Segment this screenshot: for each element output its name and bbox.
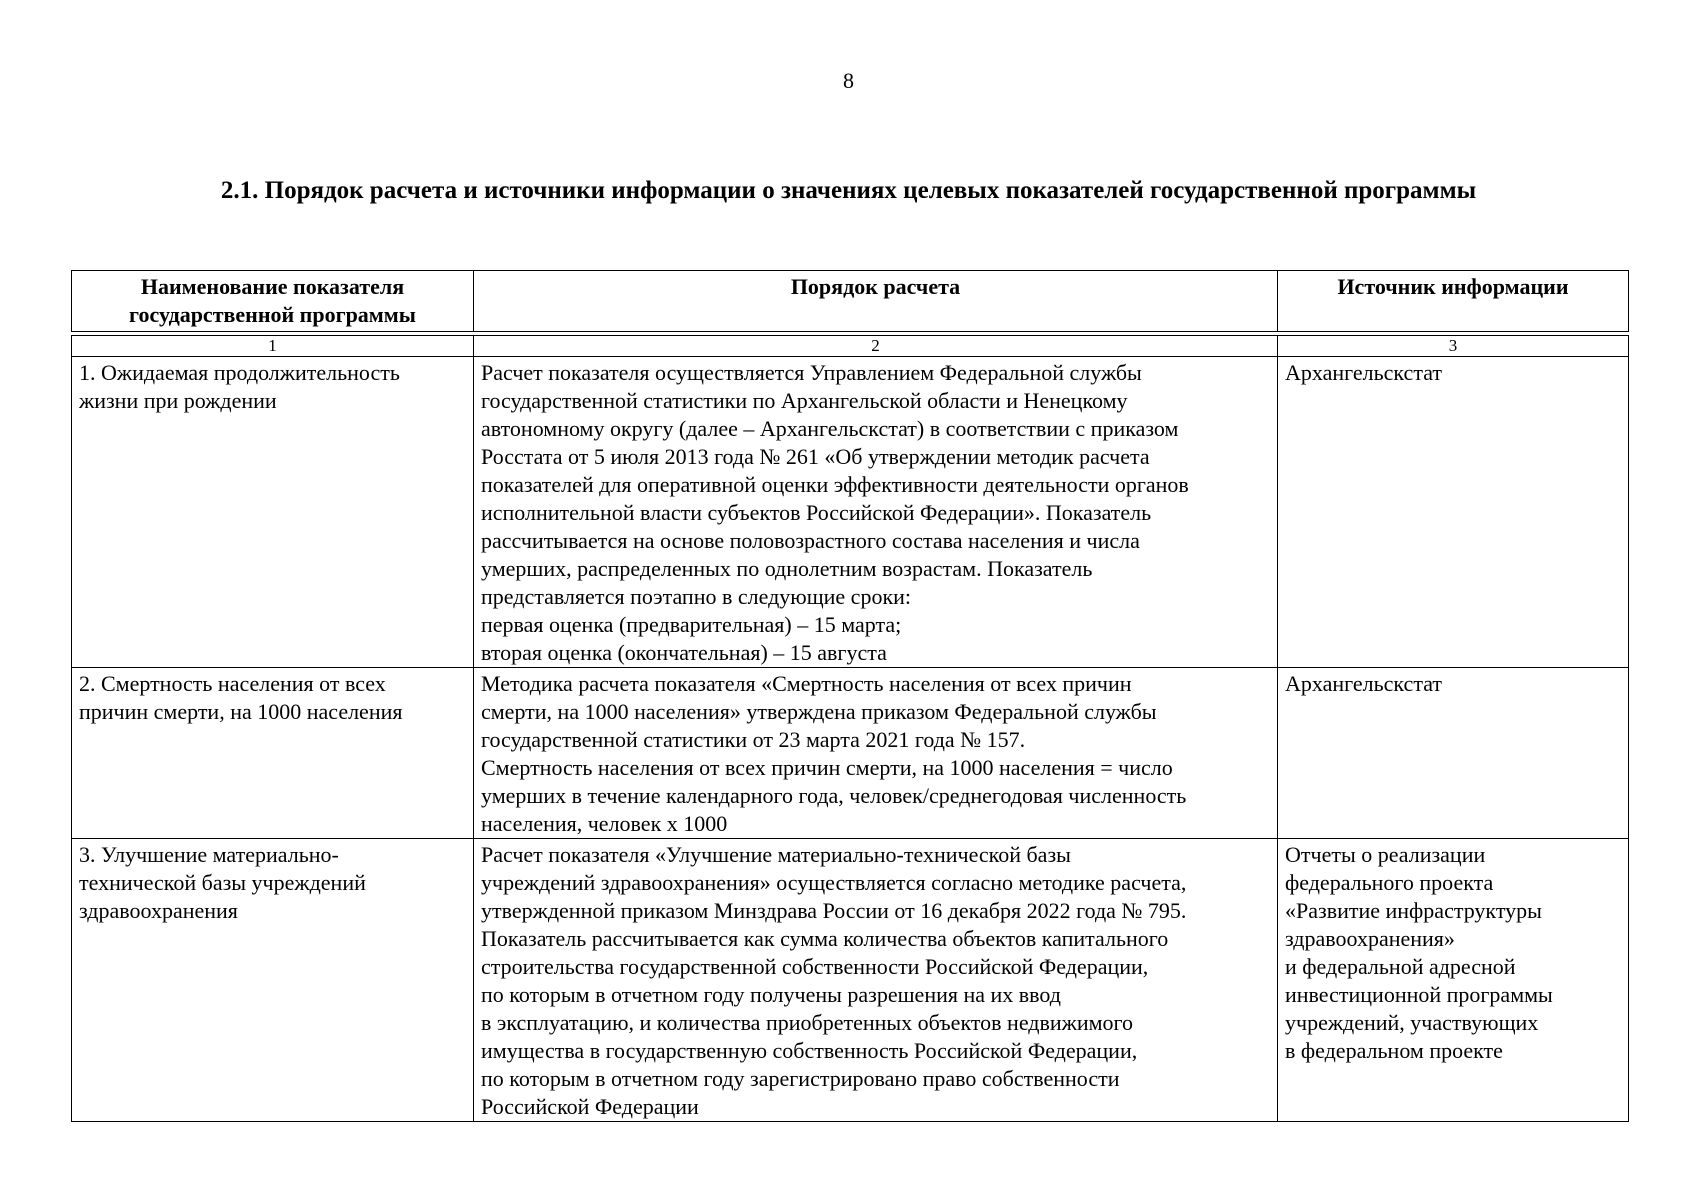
- indicators-table: [71, 270, 1629, 1122]
- calculation-method-cell: Методика расчета показателя «Смертность населения от всех причин смерти, на 1000 населения» утверждена приказом Федеральной службы государственной статистики от 23 марта 2021 года № 157. Смертность населения от всех причин смерти, на 1000 населения = число умерших в течение календарного года, человек/среднегодовая численность населения, человек х 1000: [474, 668, 1278, 839]
- calculation-method-cell: Расчет показателя осуществляется Управлением Федеральной службы государственной статистики по Архангельской области и Ненецкому автономному округу (далее – Архангельскстат) в соответствии с приказом Росстата от 5 июля 2013 года № 261 «Об утверждении методик расчета показателей для оперативной оценки эффективности деятельности органов исполнительной власти субъектов Российской Федерации». Показатель рассчитывается на основе половозрастного состава населения и числа умерших, распределенных по однолетним возрастам. Показатель представляется поэтапно в следующие сроки: первая оценка (предварительная) – 15 марта; вторая оценка (окончательная) – 15 августа: [474, 357, 1278, 668]
- calculation-method-cell: Расчет показателя «Улучшение материально-технической базы учреждений здравоохранения» осуществляется согласно методике расчета, утвержденной приказом Минздрава России от 16 декабря 2022 года № 795. Показатель рассчитывается как сумма количества объектов капитального строительства государственной собственности Российской Федерации, по которым в отчетном году получены разрешения на их ввод в эксплуатацию, и количества приобретенных объектов недвижимого имущества в государственную собственность Российской Федерации, по которым в отчетном году зарегистрировано право собственности Российской Федерации: [474, 839, 1278, 1122]
- indicator-name-cell: 1. Ожидаемая продолжительность жизни при рождении: [72, 357, 474, 668]
- table-row: [72, 839, 1629, 1122]
- indicator-name-cell: 2. Смертность населения от всех причин смерти, на 1000 населения: [72, 668, 474, 839]
- header-calculation-method: Порядок расчета: [474, 271, 1278, 332]
- information-source-cell: Отчеты о реализации федерального проекта «Развитие инфраструктуры здравоохранения» и федеральной адресной инвестиционной программы учреждений, участвующих в федеральном проекте: [1278, 839, 1629, 1122]
- table-header-row: [72, 271, 1629, 332]
- indicator-name-cell: 3. Улучшение материально- технической базы учреждений здравоохранения: [72, 839, 474, 1122]
- page-number: 8: [843, 68, 854, 93]
- column-number-row: [72, 336, 1629, 357]
- column-number: 3: [1278, 336, 1629, 357]
- header-indicator-name: Наименование показателя государственной программы: [72, 271, 474, 332]
- information-source-cell: Архангельскстат: [1278, 668, 1629, 839]
- table-row: [72, 357, 1629, 668]
- column-number: 1: [72, 336, 474, 357]
- information-source-cell: Архангельскстат: [1278, 357, 1629, 668]
- column-number: 2: [474, 336, 1278, 357]
- section-title: 2.1. Порядок расчета и источники информации о значениях целевых показателей государственной программы: [220, 177, 1477, 204]
- table-row: [72, 668, 1629, 839]
- header-information-source: Источник информации: [1278, 271, 1629, 332]
